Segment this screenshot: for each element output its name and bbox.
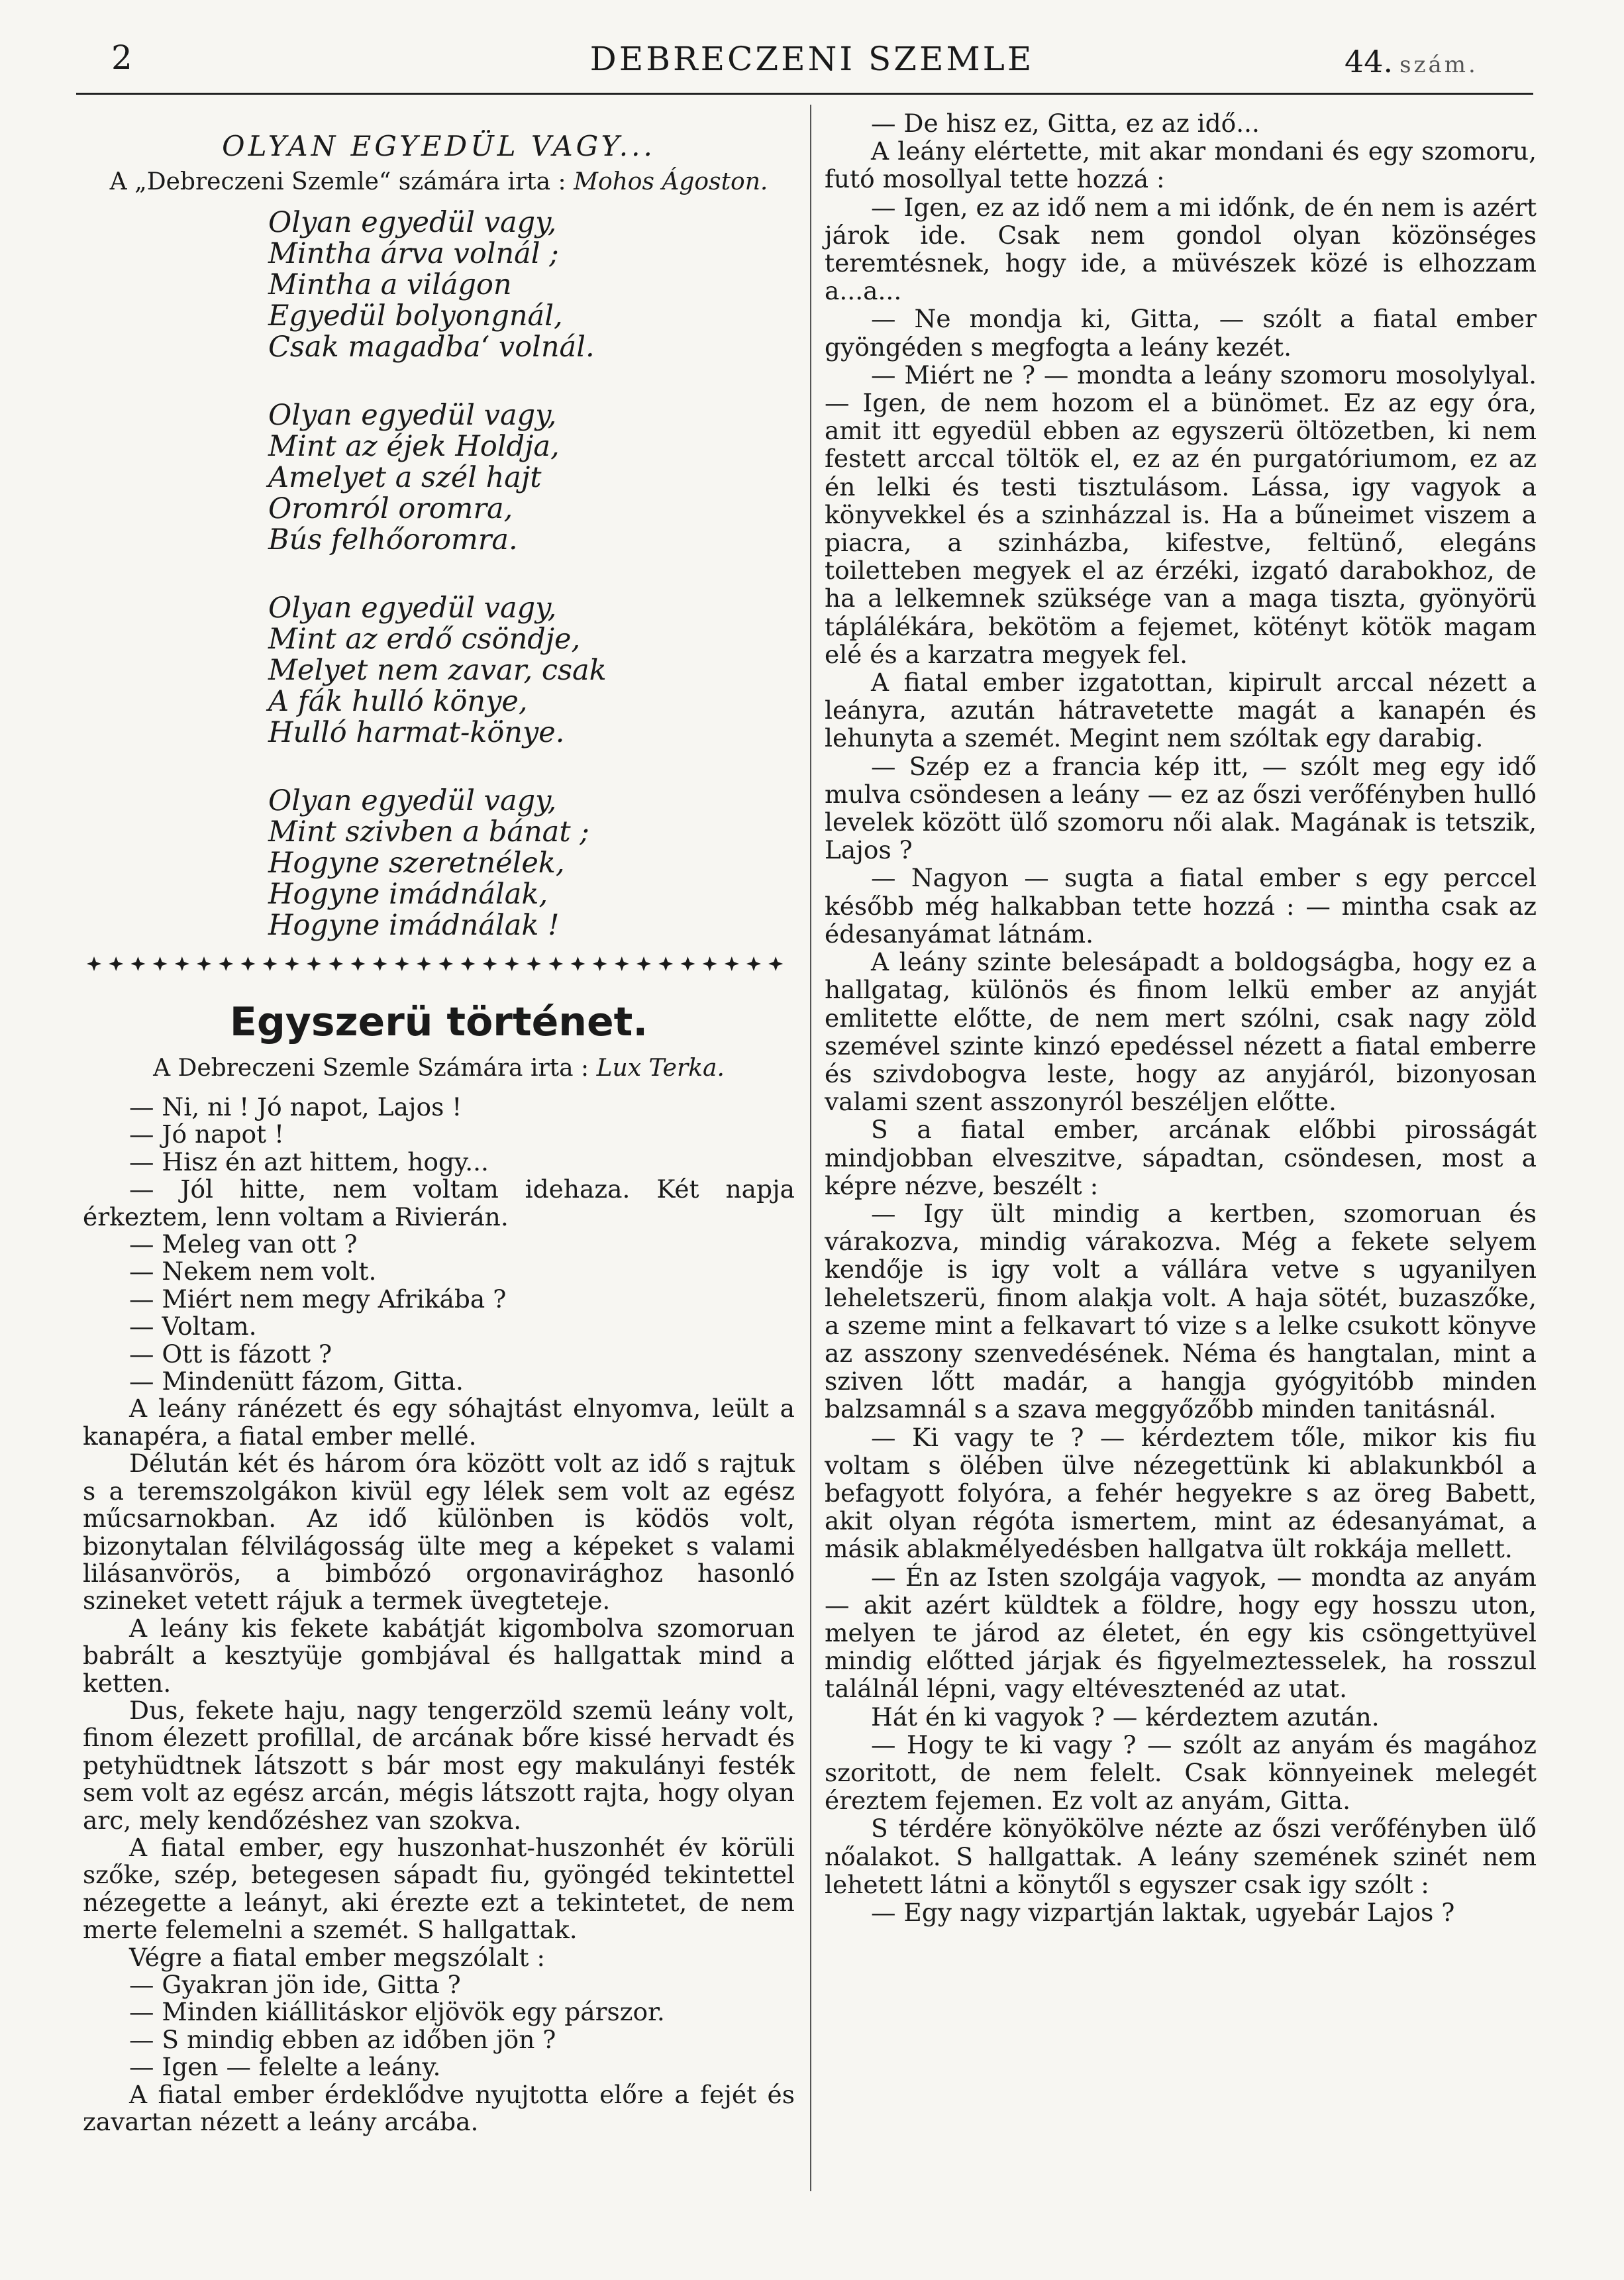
ornament-cross bbox=[373, 957, 387, 971]
ornament-cross bbox=[527, 957, 541, 971]
poem-line: Mint az éjek Holdja, bbox=[268, 430, 560, 463]
ornament-cross bbox=[263, 957, 278, 971]
poem-stanza bbox=[268, 786, 795, 941]
story-paragraph: — Miért nem megy Afrikába ? bbox=[129, 1284, 507, 1314]
ornament-cross bbox=[768, 957, 783, 971]
story-title: Egyszerü történet. bbox=[229, 999, 648, 1045]
story-paragraph: — Nagyon — sugta a fiatal ember s egy perccel később még halkabban tette hozzá : — mintha csak az édesanyámat látnám. bbox=[825, 863, 1537, 949]
poem-line: Egyedül bolyongnál, bbox=[268, 299, 563, 333]
poem-line: Mint szivben a bánat ; bbox=[268, 815, 589, 849]
poem-line: Olyan egyedül vagy, bbox=[268, 592, 557, 625]
ornament-cross bbox=[350, 957, 365, 971]
story-paragraph: — Ki vagy te ? — kérdeztem tőle, mikor kis fiu voltam s ölében ülve nézegettünk ki ablakunkból a befagyott folyóra, a fehér hegyekre s az öreg Babett, akit olyan régóta ismertem, mint az édesanyámat, a másik ablakmélyedésben hallgatva ült rokkája mellett. bbox=[825, 1422, 1537, 1564]
story-paragraph: A fiatal ember érdeklődve nyujtotta előre a fejét és zavartan nézett a leány arcába. bbox=[83, 2079, 795, 2137]
ornament-cross bbox=[636, 957, 651, 971]
poem-byline-text: A „Debreczeni Szemle“ számára irta : bbox=[109, 168, 566, 195]
story-paragraph: — Egy nagy vizpartján laktak, ugyebár Lajos ? bbox=[871, 1898, 1455, 1927]
ornament-cross bbox=[746, 957, 761, 971]
ornament-cross bbox=[438, 957, 453, 971]
ornament-cross bbox=[395, 957, 409, 971]
column-divider bbox=[810, 105, 811, 2191]
poem-line: Mintha árva volnál ; bbox=[268, 237, 559, 270]
ornament-cross bbox=[593, 957, 607, 971]
story-paragraph: — Gyakran jön ide, Gitta ? bbox=[129, 1970, 461, 1999]
page-number: 2 bbox=[111, 38, 132, 77]
poem-line: Mint az erdő csöndje, bbox=[268, 623, 581, 656]
poem-line: Melyet nem zavar, csak bbox=[268, 654, 607, 687]
ornament-cross bbox=[658, 957, 673, 971]
story-paragraph: — Ott is fázott ? bbox=[129, 1339, 332, 1369]
story-paragraph: — Én az Isten szolgája vagyok, — mondta az anyám — akit azért küldtek a földre, hogy egy hosszu uton, melyen te járod az életet, én egy kis csöngettyüvel mindig előtted járjak és figyelmeztesselek, ha rosszul találnál lépni, vagy eltévesztenéd az utat. bbox=[825, 1562, 1537, 1704]
story-paragraph: — Igy ült mindig a kertben, szomoruan és várakozva, mindig várakozva. Még a fekete selyem kendője is igy volt a vállára vetve s ugyanilyen leheletszerü, finom alakja volt. A haja sötét, buzaszőke, a szeme mint a felkavart tó vize s a lelke csukott könyve az asszony szenvedésének. Néma és hangtalan, mint a sziven lőtt madár, a hangja gyógyitóbb minden balzsamnál s a szava meggyőzőbb minden tanitásnál. bbox=[825, 1198, 1537, 1424]
ornament-cross bbox=[329, 957, 343, 971]
story-paragraph: — Mindenütt fázom, Gitta. bbox=[129, 1367, 464, 1396]
story-paragraph: — Hisz én azt hittem, hogy... bbox=[129, 1147, 489, 1176]
story-paragraph: Délután két és három óra között volt az idő s rajtuk s a teremszolgákon kivül egy lélek sem volt az egész műcsarnokban. Az idő különben is ködös volt, bizonytalan félvilágosság ülte meg a képeket s valami lilásanvörös, a bimbózó orgonavirághoz hasonló szineket vetett rájuk a termek üvegteteje. bbox=[83, 1449, 795, 1616]
story-paragraph: Dus, fekete haju, nagy tengerzöld szemü leány volt, finom élezett profillal, de arcának bőre kissé hervadt és petyhüdtnek látszott s bár most egy makulányi festék sem volt az egész arcán, mégis látszott rajta, hogy olyan arc, mely kendőzéshez van szokva. bbox=[83, 1695, 795, 1835]
issue-number bbox=[1345, 44, 1478, 79]
poem-author: Mohos Ágoston. bbox=[574, 168, 768, 195]
story-paragraph: A fiatal ember, egy huszonhat-huszonhét év körüli szőke, szép, betegesen sápadt fiu, gyöngéd tekintettel nézegette a leányt, aki érezte ezt a tekintetet, de nem merte felemelni a szemét. S hallgattak. bbox=[83, 1832, 795, 1945]
story-paragraph: S térdére könyökölve nézte az őszi verőfényben ülő nőalakot. S hallgattak. A leány szemének szinét nem lehetett látni a könytől s egyszer csak igy szólt : bbox=[825, 1814, 1537, 1899]
page-header bbox=[0, 38, 1624, 91]
ornament-cross bbox=[505, 957, 519, 971]
story-paragraph: A leány szinte belesápadt a boldogságba, hogy ez a hallgatag, különös és finom lelkü ember az anyját emlitette előtte, de nem mert szólni, csak nagy zöld szemével szinte kinzó epedéssel nézett a fiatal emberre és szivdobogva leste, hogy az anyjáról, bizonyosan valami szent asszonyról beszéljen előtte. bbox=[825, 947, 1537, 1117]
story-paragraph: — Igen — felelte a leány. bbox=[129, 2052, 441, 2082]
poem-body bbox=[268, 207, 795, 941]
story-paragraph: — Nekem nem volt. bbox=[129, 1257, 377, 1286]
ornament-cross bbox=[483, 957, 497, 971]
ornament-cross bbox=[680, 957, 695, 971]
journal-title: DEBRECZENI SZEMLE bbox=[589, 40, 1035, 78]
story-paragraph: — S mindig ebben az időben jön ? bbox=[129, 2024, 556, 2054]
ornament-cross bbox=[307, 957, 321, 971]
story-paragraph: — Ne mondja ki, Gitta, — szólt a fiatal ember gyöngéden s megfogta a leány kezét. bbox=[825, 304, 1537, 362]
poem-line: Olyan egyedül vagy, bbox=[268, 206, 557, 239]
ornament-cross bbox=[615, 957, 629, 971]
poem-line: A fák hulló könye, bbox=[268, 685, 528, 718]
story-paragraph: A fiatal ember izgatottan, kipirult arccal nézett a leányra, azután hátravetette magát a kanapén és lehunyta a szemét. Megint nem szóltak egy darabig. bbox=[825, 668, 1537, 753]
poem-line: Hogyne imádnálak, bbox=[268, 878, 548, 911]
ornament-divider bbox=[86, 951, 795, 977]
ornament-cross bbox=[197, 957, 211, 971]
ornament-cross bbox=[153, 957, 168, 971]
poem-line: Hogyne szeretnélek, bbox=[268, 847, 565, 880]
right-column bbox=[825, 109, 1537, 1926]
poem-line: Hulló harmat-könye. bbox=[268, 716, 565, 749]
story-author: Lux Terka. bbox=[596, 1055, 725, 1082]
poem-title: OLYAN EGYEDÜL VAGY... bbox=[222, 130, 656, 162]
story-paragraph: — De hisz ez, Gitta, ez az idő... bbox=[871, 109, 1260, 138]
story-paragraph: — Jól hitte, nem voltam idehaza. Két napja érkeztem, lenn voltam a Rivierán. bbox=[83, 1174, 795, 1231]
ornament-cross bbox=[417, 957, 431, 971]
ornament-cross bbox=[109, 957, 123, 971]
poem-line: Olyan egyedül vagy, bbox=[268, 784, 557, 817]
story-byline-text: A Debreczeni Szemle Számára irta : bbox=[153, 1055, 589, 1082]
story-paragraph: — Voltam. bbox=[129, 1312, 257, 1341]
story-paragraph: S a fiatal ember, arcának előbbi pirosságát mindjobban elveszitve, sápadtan, csöndesen, most a képre nézve, beszélt : bbox=[825, 1115, 1537, 1200]
poem-line: Olyan egyedül vagy, bbox=[268, 399, 557, 432]
poem-line: Csak magadba‘ volnál. bbox=[268, 331, 595, 364]
story-paragraph: — Hogy te ki vagy ? — szólt az anyám és magához szoritott, de nem felelt. Csak könnyeinek melegét éreztem fejemen. Ez volt az anyám, Gitta. bbox=[825, 1730, 1537, 1816]
header-rule bbox=[76, 93, 1533, 95]
poem-stanza bbox=[268, 593, 795, 749]
ornament-cross bbox=[240, 957, 255, 971]
story-paragraph: — Szép ez a francia kép itt, — szólt meg egy idő mulva csöndesen a leány — ez az őszi verőfényben hulló levelek között ülő szomoru női alak. Magának is tetszik, Lajos ? bbox=[825, 751, 1537, 865]
poem-line: Mintha a világon bbox=[268, 268, 512, 301]
ornament-cross bbox=[219, 957, 233, 971]
story-paragraph: A leány kis fekete kabátját kigombolva szomoruan babrált a kesztyüje gombjával és hallgattak mind a ketten. bbox=[83, 1613, 795, 1698]
ornament-cross bbox=[87, 957, 101, 971]
poem-line: Bús felhőoromra. bbox=[268, 523, 518, 556]
poem-line: Amelyet a szél hajt bbox=[268, 461, 542, 494]
poem-stanza bbox=[268, 207, 795, 363]
issue-number-value: 44. bbox=[1345, 44, 1394, 79]
poem-stanza bbox=[268, 400, 795, 556]
story-paragraph: — Ni, ni ! Jó napot, Lajos ! bbox=[129, 1092, 462, 1121]
poem-byline bbox=[83, 166, 795, 198]
poem-line: Hogyne imádnálak ! bbox=[268, 909, 560, 942]
issue-number-suffix: szám. bbox=[1399, 52, 1478, 78]
story-paragraph: — Meleg van ott ? bbox=[129, 1229, 358, 1259]
story-text-left bbox=[83, 1094, 795, 2136]
poem-line: Oromról oromra, bbox=[268, 492, 513, 525]
ornament-cross bbox=[703, 957, 717, 971]
left-column bbox=[83, 109, 795, 2136]
ornament-crosses bbox=[86, 951, 795, 977]
ornament-cross bbox=[460, 957, 475, 971]
story-paragraph: — Igen, ez az idő nem a mi időnk, de én nem is azért járok ide. Csak nem gondol olyan közönséges teremtésnek, hogy ide, a müvészek közé is elhozzam a...a... bbox=[825, 192, 1537, 306]
ornament-cross bbox=[285, 957, 299, 971]
story-text-right bbox=[825, 109, 1537, 1926]
story-paragraph: A leány elértette, mit akar mondani és egy szomoru, futó mosollyal tette hozzá : bbox=[825, 136, 1537, 194]
ornament-cross bbox=[548, 957, 563, 971]
story-byline bbox=[83, 1053, 795, 1084]
story-paragraph: — Miért ne ? — mondta a leány szomoru mosolylyal. — Igen, de nem hozom el a bünömet. Ez az egy óra, amit itt egyedül ebben az egyszerü öltözetben, ki nem festett arccal töltök el, ez az én purgatóriumom, ez az én lelki és testi tisztulásom. Lássa, igy vagyok a könyvekkel és a szinházzal is. Ha a bűneimet viszem a piacra, a szinházba, kifestve, feltünő, elegáns toiletteben megyek el az érzéki, izgató darabokhoz, de ha a lelkemnek szüksége van a maga tiszta, gyönyörü táplálékára, bekötöm a fejemet, kötényt kötök magam elé és a karzatra megyek fel. bbox=[825, 360, 1537, 669]
ornament-cross bbox=[725, 957, 739, 971]
story-paragraph: — Jó napot ! bbox=[129, 1119, 285, 1149]
story-paragraph: Végre a fiatal ember megszólalt : bbox=[129, 1942, 545, 1972]
story-paragraph: A leány ránézett és egy sóhajtást elnyomva, leült a kanapéra, a fiatal ember mellé. bbox=[83, 1394, 795, 1451]
ornament-cross bbox=[130, 957, 145, 971]
ornament-cross bbox=[570, 957, 585, 971]
story-paragraph: — Minden kiállitáskor eljövök egy párszor. bbox=[129, 1997, 665, 2027]
ornament-cross bbox=[175, 957, 189, 971]
story-paragraph: Hát én ki vagyok ? — kérdeztem azután. bbox=[871, 1702, 1380, 1732]
